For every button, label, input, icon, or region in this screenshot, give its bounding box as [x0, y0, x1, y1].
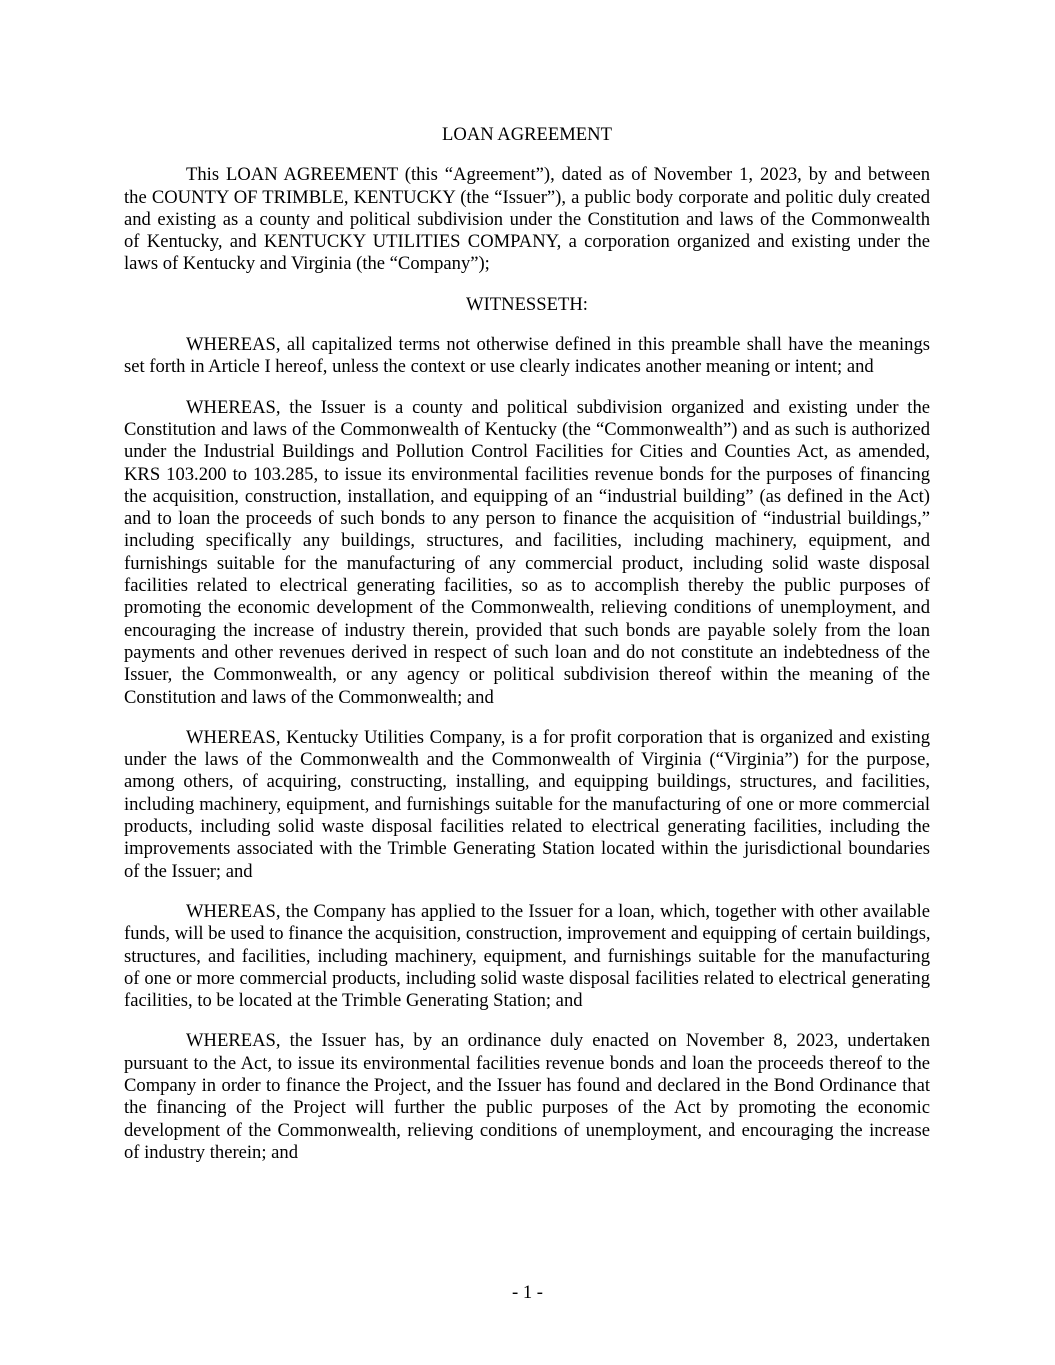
text-line: the COUNTY OF TRIMBLE, KENTUCKY (the “Issuer”), a public body corporate and politic duly created: [124, 186, 930, 208]
text-line: payments and other revenues derived in respect of such loan and do not constitute an indebtedness of the: [124, 641, 930, 663]
text-line: the financing of the Project will further the public purposes of the Act by promoting the economic: [124, 1097, 930, 1119]
text-line: WHEREAS, the Issuer is a county and political subdivision organized and existing under the: [186, 396, 930, 418]
text-line: of the Issuer; and: [124, 860, 253, 882]
text-line: development of the Commonwealth, relieving conditions of unemployment, and encouraging the increase: [124, 1119, 930, 1141]
whereas-paragraph: [124, 1030, 930, 1164]
text-line: WHEREAS, all capitalized terms not otherwise defined in this preamble shall have the meanings: [186, 334, 930, 356]
text-line: Issuer, the Commonwealth, or any agency or political subdivision thereof within the meaning of the: [124, 664, 930, 686]
text-line: of Kentucky, and KENTUCKY UTILITIES COMPANY, a corporation organized and existing under the: [124, 231, 930, 253]
whereas-paragraph: [124, 727, 930, 883]
text-line: improvements associated with the Trimble Generating Station located within the jurisdictional boundaries: [124, 838, 930, 860]
text-line: including specifically any buildings, structures, and facilities, including machinery, equipment, and: [124, 530, 930, 552]
text-line: WHEREAS, the Issuer has, by an ordinance duly enacted on November 8, 2023, undertaken: [186, 1030, 930, 1052]
text-line: funds, will be used to finance the acquisition, construction, improvement and equipping of certain buildings,: [124, 923, 931, 945]
text-line: structures, and facilities, including machinery, equipment, and furnishings suitable for the manufacturing: [124, 945, 930, 967]
text-line: WHEREAS, the Company has applied to the Issuer for a loan, which, together with other available: [186, 900, 930, 922]
text-line: Constitution and laws of the Commonwealth of Kentucky (the “Commonwealth”) and as such is authorized: [124, 418, 930, 440]
text-line: products, including solid waste disposal facilities related to electrical generating facilities, including the: [124, 816, 930, 838]
whereas-paragraph: [124, 334, 930, 379]
text-line: Company in order to finance the Project, and the Issuer has found and declared in the Bond Ordinance that: [124, 1074, 930, 1096]
text-line: laws of Kentucky and Virginia (the “Company”);: [124, 253, 490, 275]
text-line: including machinery, equipment, and furnishings suitable for the manufacturing of one or more commercial: [124, 793, 930, 815]
whereas-paragraph: [124, 397, 930, 709]
document-page: [124, 124, 930, 1164]
text-line: and existing as a county and political subdivision under the Constitution and laws of the Commonwealth: [124, 208, 930, 230]
text-line: facilities related to electrical generating facilities, so as to accomplish thereby the public purposes of: [124, 575, 930, 597]
text-line: among others, of acquiring, constructing, installing, and equipping buildings, structures, and facilities,: [124, 771, 930, 793]
text-line: under the laws of the Commonwealth and the Commonwealth of Virginia (“Virginia”) for the purpose,: [124, 749, 930, 771]
text-line: WHEREAS, Kentucky Utilities Company, is a for profit corporation that is organized and existing: [186, 726, 930, 748]
text-line: This LOAN AGREEMENT (this “Agreement”), dated as of November 1, 2023, by and between: [186, 164, 930, 186]
text-line: KRS 103.200 to 103.285, to issue its environmental facilities revenue bonds for the purposes of financing: [124, 463, 930, 485]
text-line: of industry therein; and: [124, 1141, 299, 1163]
text-line: and to loan the proceeds of such bonds to any person to finance the acquisition of “industrial buildings,”: [124, 508, 930, 530]
preamble-paragraph: [124, 164, 930, 275]
whereas-paragraph: [124, 901, 930, 1012]
text-line: furnishings suitable for the manufacturing of any commercial product, including solid waste disposal: [124, 552, 930, 574]
text-line: of one or more commercial products, including solid waste disposal facilities related to electrical generating: [124, 967, 930, 989]
page-number: - 1 -: [512, 1282, 543, 1303]
text-line: encouraging the increase of industry therein, provided that such bonds are payable solely from the loan: [124, 619, 930, 641]
document-title: LOAN AGREEMENT: [442, 124, 612, 145]
text-line: pursuant to the Act, to issue its environmental facilities revenue bonds and loan the proceeds thereof to the: [124, 1052, 930, 1074]
text-line: facilities, to be located at the Trimble Generating Station; and: [124, 990, 583, 1012]
witnesseth-heading: WITNESSETH:: [466, 293, 588, 315]
text-line: the acquisition, construction, installation, and equipping of an “industrial building” (as defined in the Act): [124, 485, 930, 507]
text-line: under the Industrial Buildings and Pollution Control Facilities for Cities and Counties Act, as amended,: [124, 441, 930, 463]
text-line: Constitution and laws of the Commonwealth; and: [124, 686, 494, 708]
text-line: promoting the economic development of the Commonwealth, relieving conditions of unemployment, and: [124, 597, 930, 619]
text-line: set forth in Article I hereof, unless the context or use clearly indicates another meaning or intent; and: [124, 356, 874, 378]
